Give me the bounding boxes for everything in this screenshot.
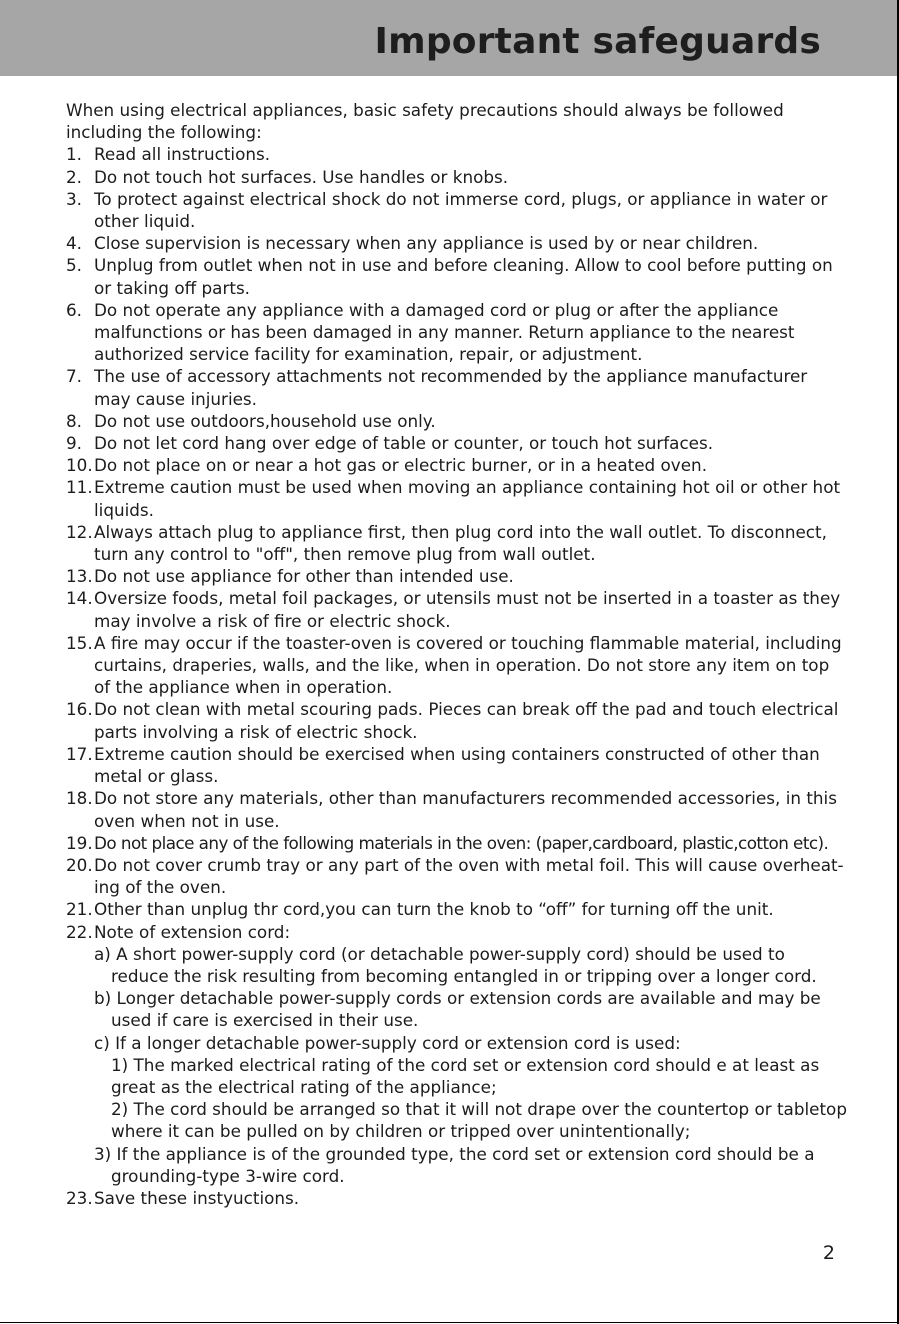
safeguards-list <box>66 143 847 1209</box>
item-text: Do not cover crumb tray or any part of the oven with metal foil. This will cause overheat- <box>94 854 844 875</box>
extension-note-c1 <box>66 1054 836 1098</box>
item-number: 2. <box>66 166 83 187</box>
item-text: ing of the oven. <box>94 877 227 898</box>
item-text: malfunctions or has been damaged in any manner. Return appliance to the nearest <box>94 322 795 343</box>
list-item <box>66 410 836 432</box>
list-item <box>66 254 836 298</box>
item-number: 11. <box>66 477 93 498</box>
list-item <box>66 1187 836 1209</box>
note-text: where it can be pulled on by children or tripped over unintentionally; <box>111 1121 691 1142</box>
item-text: Always attach plug to appliance first, then plug cord into the wall outlet. To disconnect, <box>94 521 827 542</box>
item-number: 17. <box>66 743 93 764</box>
item-text: Do not place on or near a hot gas or electric burner, or in a heated oven. <box>94 455 708 476</box>
item-text: Unplug from outlet when not in use and before cleaning. Allow to cool before putting on <box>94 255 833 276</box>
item-number: 18. <box>66 788 93 809</box>
page-number: 2 <box>822 1242 835 1264</box>
note-text: great as the electrical rating of the appliance; <box>111 1076 497 1097</box>
item-text: may cause injuries. <box>94 388 258 409</box>
list-item <box>66 365 836 409</box>
item-text: Do not operate any appliance with a damaged cord or plug or after the appliance <box>94 299 779 320</box>
extension-note-c2 <box>66 1098 847 1142</box>
list-item <box>66 232 836 254</box>
intro-line: including the following: <box>66 122 262 143</box>
item-text: Do not let cord hang over edge of table or counter, or touch hot surfaces. <box>94 433 714 454</box>
note-text: 1) The marked electrical rating of the cord set or extension cord should e at least as <box>111 1054 820 1075</box>
list-item <box>66 698 839 742</box>
list-item <box>66 898 836 920</box>
item-text: Do not use outdoors,household use only. <box>94 410 436 431</box>
extension-note-c3 <box>66 1143 836 1187</box>
item-text: A fire may occur if the toaster-oven is covered or touching flammable material, including <box>94 632 842 653</box>
item-text: Other than unplug thr cord,you can turn the knob to “off” for turning off the unit. <box>94 899 774 920</box>
list-item <box>66 166 836 188</box>
item-text: parts involving a risk of electric shock. <box>94 721 418 742</box>
item-text: Read all instructions. <box>94 144 271 165</box>
note-text: b) Longer detachable power-supply cords or extension cords are available and may be <box>94 988 821 1009</box>
item-number: 1. <box>66 144 83 165</box>
list-item <box>66 188 836 232</box>
note-text: grounding-type 3-wire cord. <box>111 1165 345 1186</box>
item-number: 19. <box>66 832 93 853</box>
item-number: 13. <box>66 566 93 587</box>
item-number: 5. <box>66 255 83 276</box>
list-item <box>66 743 836 787</box>
list-item <box>66 454 836 476</box>
item-text: Do not store any materials, other than manufacturers recommended accessories, in this <box>94 788 837 809</box>
list-item <box>66 787 836 831</box>
item-text: Do not place any of the following materials in the oven: (paper,cardboard, plastic,cotton etc). <box>94 832 829 853</box>
note-text: used if care is exercised in their use. <box>111 1010 419 1031</box>
extension-note-c <box>66 1032 836 1054</box>
note-text: c) If a longer detachable power-supply cord or extension cord is used: <box>94 1032 681 1053</box>
item-text: Do not touch hot surfaces. Use handles or knobs. <box>94 166 509 187</box>
note-text: 2) The cord should be arranged so that it will not drape over the countertop or tabletop <box>111 1099 847 1120</box>
item-text: metal or glass. <box>94 766 219 787</box>
item-text: liquids. <box>94 499 155 520</box>
list-item <box>66 565 836 587</box>
item-text: Do not use appliance for other than intended use. <box>94 566 514 587</box>
note-text: a) A short power-supply cord (or detachable power-supply cord) should be used to <box>94 943 785 964</box>
item-text: Extreme caution should be exercised when using containers constructed of other than <box>94 743 820 764</box>
item-text: other liquid. <box>94 211 196 232</box>
item-text: may involve a risk of fire or electric shock. <box>94 610 451 631</box>
item-number: 23. <box>66 1187 93 1208</box>
item-text: Do not clean with metal scouring pads. Pieces can break off the pad and touch electrical <box>94 699 839 720</box>
item-text: To protect against electrical shock do not immerse cord, plugs, or appliance in water or <box>94 188 828 209</box>
item-text: Oversize foods, metal foil packages, or utensils must not be inserted in a toaster as they <box>94 588 841 609</box>
bottom-rule <box>0 1322 897 1323</box>
item-text: The use of accessory attachments not recommended by the appliance manufacturer <box>94 366 808 387</box>
item-number: 4. <box>66 233 83 254</box>
list-item <box>66 832 836 854</box>
item-text: or taking off parts. <box>94 277 251 298</box>
list-item <box>66 432 836 454</box>
list-item <box>66 299 836 366</box>
item-number: 7. <box>66 366 83 387</box>
item-number: 10. <box>66 455 93 476</box>
item-text: curtains, draperies, walls, and the like, when in operation. Do not store any item on top <box>94 655 830 676</box>
item-number: 22. <box>66 921 93 942</box>
item-number: 6. <box>66 299 83 320</box>
item-text: turn any control to "off", then remove plug from wall outlet. <box>94 544 596 565</box>
item-number: 20. <box>66 854 93 875</box>
list-item <box>66 632 842 699</box>
item-number: 9. <box>66 433 83 454</box>
item-number: 21. <box>66 899 93 920</box>
item-number: 16. <box>66 699 93 720</box>
extension-note-b <box>66 987 836 1031</box>
page-title: Important safeguards <box>374 21 821 62</box>
item-number: 8. <box>66 410 83 431</box>
item-text: Save these instyuctions. <box>94 1187 300 1208</box>
safeguards-content <box>66 99 847 1209</box>
item-number: 3. <box>66 188 83 209</box>
item-text: of the appliance when in operation. <box>94 677 393 698</box>
item-text: Note of extension cord: <box>94 921 291 942</box>
item-text: Close supervision is necessary when any appliance is used by or near children. <box>94 233 759 254</box>
item-text: oven when not in use. <box>94 810 280 831</box>
note-text: 3) If the appliance is of the grounded type, the cord set or extension cord should be a <box>94 1143 815 1164</box>
list-item <box>66 143 836 165</box>
item-text: authorized service facility for examination, repair, or adjustment. <box>94 344 643 365</box>
item-number: 12. <box>66 521 93 542</box>
note-text: reduce the risk resulting from becoming entangled in or tripping over a longer cord. <box>111 965 817 986</box>
list-item <box>66 521 836 565</box>
intro-paragraph <box>66 99 836 143</box>
list-item <box>66 476 841 520</box>
item-number: 14. <box>66 588 93 609</box>
list-item <box>66 854 844 898</box>
list-item <box>66 921 836 943</box>
list-item <box>66 587 841 631</box>
item-text: Extreme caution must be used when moving an appliance containing hot oil or other hot <box>94 477 841 498</box>
intro-line: When using electrical appliances, basic safety precautions should always be followed <box>66 100 784 120</box>
item-number: 15. <box>66 632 93 653</box>
extension-note-a <box>66 943 836 987</box>
